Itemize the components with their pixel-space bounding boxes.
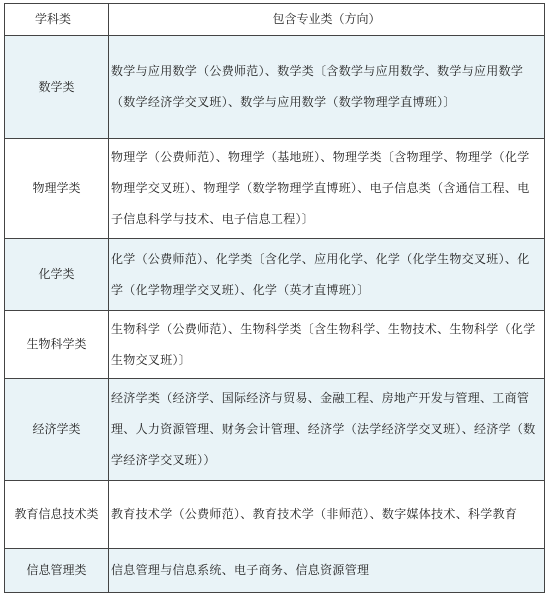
row-majors-cell: 生物科学（公费师范）、生物科学类〔含生物科学、生物技术、生物科学（化学生物交叉班）〕 (109, 311, 545, 379)
table-row (5, 379, 545, 481)
row-majors-cell: 化学（公费师范）、化学类〔含化学、应用化学、化学（化学生物交叉班）、化学（化学物理学交叉班）、化学（英才直博班）〕 (109, 239, 545, 311)
row-subject-cell: 经济学类 (5, 379, 109, 481)
table-header-row (5, 4, 545, 36)
row-subject-cell: 信息管理类 (5, 549, 109, 593)
row-subject-cell: 生物科学类 (5, 311, 109, 379)
row-subject-cell: 教育信息技术类 (5, 481, 109, 549)
row-subject-cell: 物理学类 (5, 139, 109, 239)
header-included-majors: 包含专业类（方向） (109, 4, 545, 36)
subject-majors-table (4, 3, 545, 593)
table-row (5, 36, 545, 139)
table-row (5, 311, 545, 379)
table-row (5, 139, 545, 239)
table-row (5, 239, 545, 311)
row-majors-cell: 物理学（公费师范）、物理学（基地班）、物理学类〔含物理学、物理学（化学物理学交叉班）、物理学（数学物理学直博班）、电子信息类（含通信工程、电子信息科学与技术、电子信息工程）〕 (109, 139, 545, 239)
table-row (5, 481, 545, 549)
row-subject-cell: 数学类 (5, 36, 109, 139)
header-subject-category: 学科类 (5, 4, 109, 36)
row-majors-cell: 数学与应用数学（公费师范）、数学类〔含数学与应用数学、数学与应用数学（数学经济学交叉班）、数学与应用数学（数学物理学直博班）〕 (109, 36, 545, 139)
table-row (5, 549, 545, 593)
row-majors-cell: 经济学类（经济学、国际经济与贸易、金融工程、房地产开发与管理、工商管理、人力资源管理、财务会计管理、经济学（法学经济学交叉班）、经济学（数学经济学交叉班）） (109, 379, 545, 481)
row-subject-cell: 化学类 (5, 239, 109, 311)
row-majors-cell: 信息管理与信息系统、电子商务、信息资源管理 (109, 549, 545, 593)
row-majors-cell: 教育技术学（公费师范）、教育技术学（非师范）、数字媒体技术、科学教育 (109, 481, 545, 549)
